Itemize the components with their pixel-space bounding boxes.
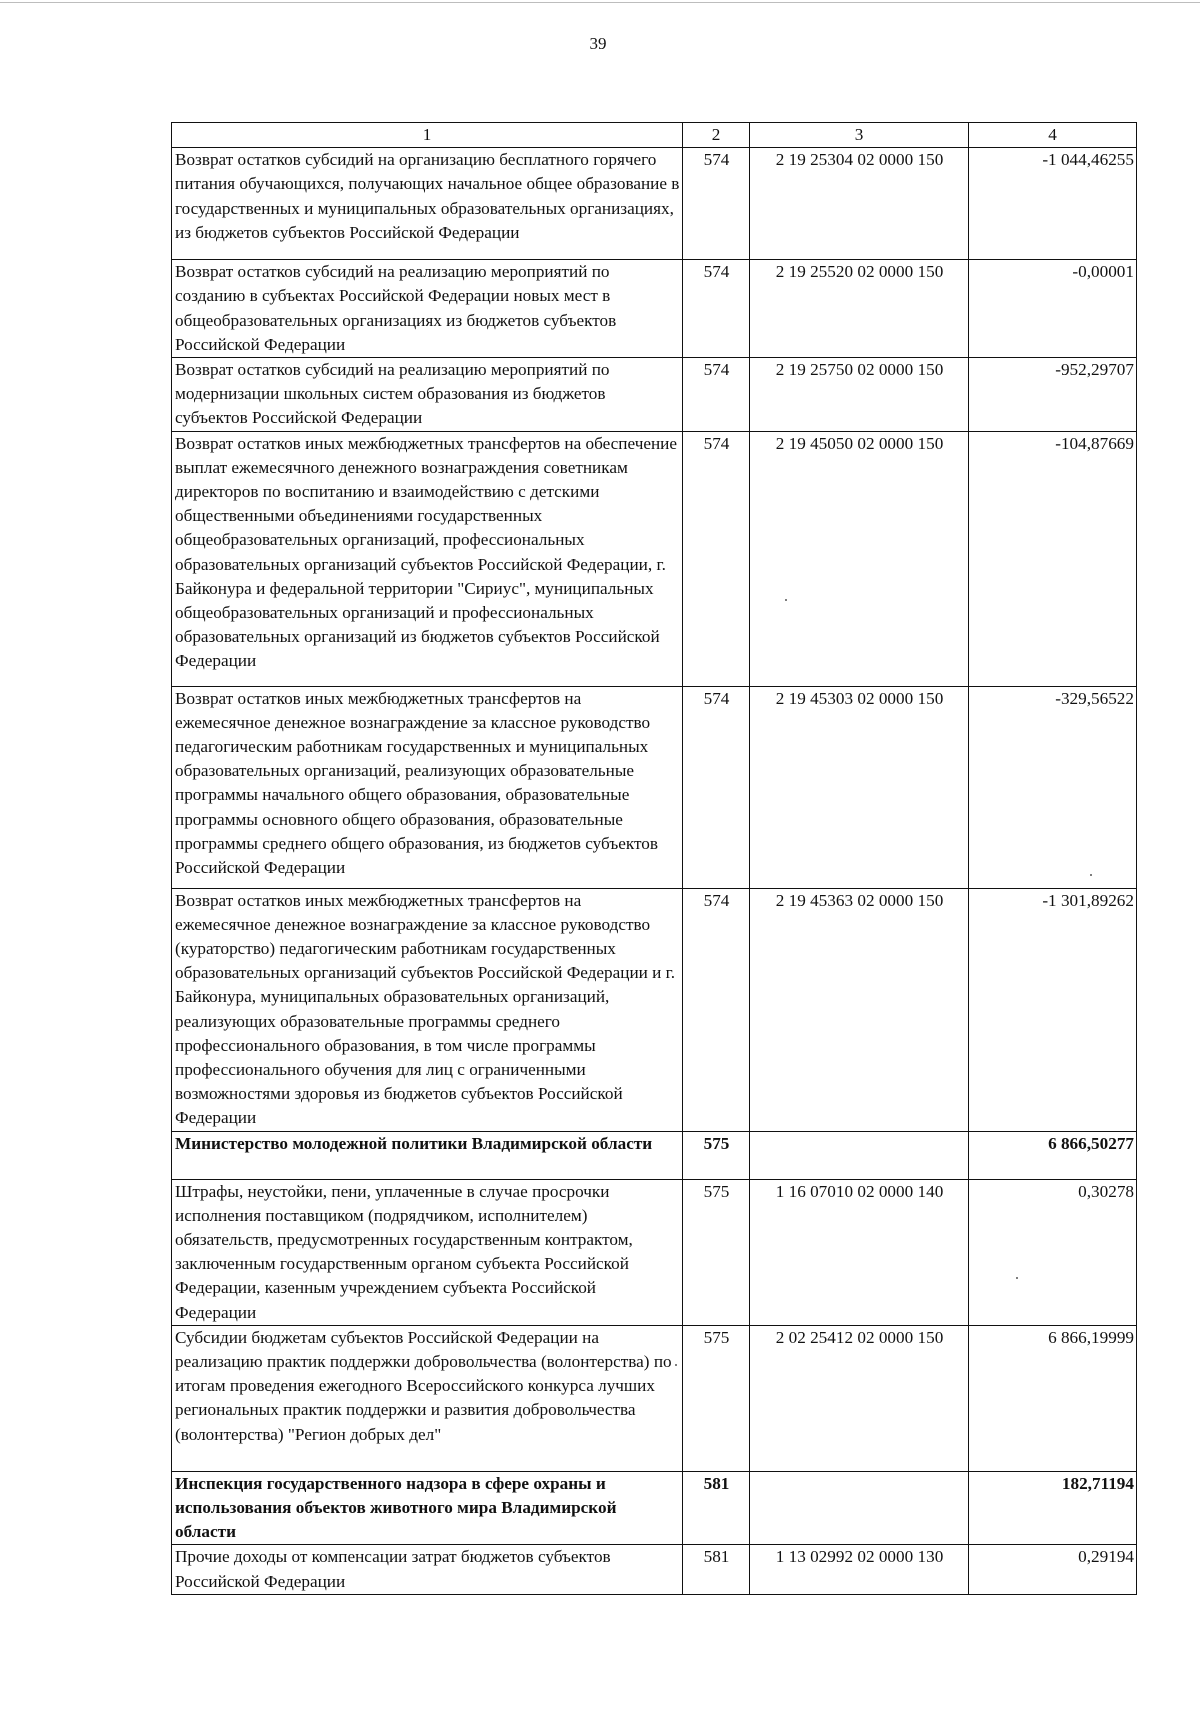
- table-row: [172, 260, 1137, 358]
- row-admin-code: 574: [683, 686, 750, 888]
- row-admin-code: 581: [683, 1545, 750, 1594]
- row-budget-code: [750, 1471, 969, 1545]
- row-name: Прочие доходы от компенсации затрат бюджетов субъектов Российской Федерации: [172, 1545, 683, 1594]
- page-number: 39: [589, 34, 607, 53]
- row-amount: 6 866,19999: [969, 1325, 1137, 1471]
- header-col-1: 1: [172, 123, 683, 148]
- row-admin-code: 574: [683, 888, 750, 1131]
- row-amount: -1 301,89262: [969, 888, 1137, 1131]
- scan-speck: [675, 1364, 677, 1366]
- row-admin-code: 574: [683, 358, 750, 432]
- row-admin-code: 574: [683, 260, 750, 358]
- row-budget-code: 2 19 45363 02 0000 150: [750, 888, 969, 1131]
- table-row: [172, 431, 1137, 686]
- row-admin-code: 581: [683, 1471, 750, 1545]
- table-row: [172, 148, 1137, 260]
- row-budget-code: 2 19 25304 02 0000 150: [750, 148, 969, 260]
- header-col-2: 2: [683, 123, 750, 148]
- scan-top-edge: [0, 2, 1200, 3]
- header-col-3: 3: [750, 123, 969, 148]
- row-budget-code: [750, 1131, 969, 1179]
- row-budget-code: 2 02 25412 02 0000 150: [750, 1325, 969, 1471]
- row-amount: 0,29194: [969, 1545, 1137, 1594]
- row-admin-code: 575: [683, 1325, 750, 1471]
- table-row: [172, 1545, 1137, 1594]
- row-budget-code: 2 19 45303 02 0000 150: [750, 686, 969, 888]
- row-amount: -0,00001: [969, 260, 1137, 358]
- row-name: Штрафы, неустойки, пени, уплаченные в случае просрочки исполнения поставщиком (подрядчиком, исполнителем) обязательств, предусмотренных государственным контрактом, заключенным государственным органом субъекта Российской Федерации, казенным учреждением субъекта Российской Федерации: [172, 1179, 683, 1325]
- budget-table: [171, 122, 1137, 1595]
- table-row: [172, 888, 1137, 1131]
- header-col-4: 4: [969, 123, 1137, 148]
- row-name: Возврат остатков иных межбюджетных трансфертов на обеспечение выплат ежемесячного денежного вознаграждения советникам директоров по воспитанию и взаимодействию с детскими общественными объединениями государственных общеобразовательных организаций, профессиональных образовательных организаций субъектов Российской Федерации, г. Байконура и федеральной территории "Сириус", муниципальных общеобразовательных организаций и профессиональных образовательных организаций из бюджетов субъектов Российской Федерации: [172, 431, 683, 686]
- row-name: Возврат остатков субсидий на реализацию мероприятий по модернизации школьных систем образования из бюджетов субъектов Российской Федерации: [172, 358, 683, 432]
- row-name: Возврат остатков субсидий на организацию бесплатного горячего питания обучающихся, получающих начальное общее образование в государственных и муниципальных образовательных организациях, из бюджетов субъектов Российской Федерации: [172, 148, 683, 260]
- row-name: Министерство молодежной политики Владимирской области: [172, 1131, 683, 1179]
- row-name: Возврат остатков иных межбюджетных трансфертов на ежемесячное денежное вознаграждение за классное руководство (кураторство) педагогическим работникам государственных образовательных организаций субъектов Российской Федерации и г. Байконура, муниципальных образовательных организаций, реализующих образовательные программы среднего профессионального образования, в том числе программы профессионального обучения для лиц с ограниченными возможностями здоровья из бюджетов субъектов Российской Федерации: [172, 888, 683, 1131]
- row-amount: -104,87669: [969, 431, 1137, 686]
- scan-speck: [1016, 1277, 1018, 1279]
- row-amount: -952,29707: [969, 358, 1137, 432]
- scan-speck: [1090, 874, 1092, 876]
- scan-speck: [785, 599, 787, 601]
- row-admin-code: 575: [683, 1179, 750, 1325]
- row-amount: -1 044,46255: [969, 148, 1137, 260]
- table-row-ministry: [172, 1131, 1137, 1179]
- table-row: [172, 686, 1137, 888]
- row-name: Субсидии бюджетам субъектов Российской Федерации на реализацию практик поддержки добровольчества (волонтерства) по итогам проведения ежегодного Всероссийского конкурса лучших региональных практик поддержки и развития добровольчества (волонтерства) "Регион добрых дел": [172, 1325, 683, 1471]
- row-budget-code: 1 16 07010 02 0000 140: [750, 1179, 969, 1325]
- row-name: Инспекция государственного надзора в сфере охраны и использования объектов животного мира Владимирской области: [172, 1471, 683, 1545]
- table-row: [172, 358, 1137, 432]
- row-budget-code: 2 19 45050 02 0000 150: [750, 431, 969, 686]
- row-admin-code: 574: [683, 148, 750, 260]
- header-row: [172, 123, 1137, 148]
- row-amount: -329,56522: [969, 686, 1137, 888]
- row-budget-code: 2 19 25750 02 0000 150: [750, 358, 969, 432]
- row-amount: 6 866,50277: [969, 1131, 1137, 1179]
- row-admin-code: 575: [683, 1131, 750, 1179]
- row-budget-code: 2 19 25520 02 0000 150: [750, 260, 969, 358]
- row-amount: 0,30278: [969, 1179, 1137, 1325]
- row-budget-code: 1 13 02992 02 0000 130: [750, 1545, 969, 1594]
- row-name: Возврат остатков субсидий на реализацию мероприятий по созданию в субъектах Российской Федерации новых мест в общеобразовательных организациях из бюджетов субъектов Российской Федерации: [172, 260, 683, 358]
- row-admin-code: 574: [683, 431, 750, 686]
- table-row-ministry: [172, 1471, 1137, 1545]
- table-row: [172, 1179, 1137, 1325]
- table-row: [172, 1325, 1137, 1471]
- row-amount: 182,71194: [969, 1471, 1137, 1545]
- row-name: Возврат остатков иных межбюджетных трансфертов на ежемесячное денежное вознаграждение за классное руководство педагогическим работникам государственных и муниципальных образовательных организаций, реализующих образовательные программы начального общего образования, образовательные программы основного общего образования, образовательные программы среднего общего образования, из бюджетов субъектов Российской Федерации: [172, 686, 683, 888]
